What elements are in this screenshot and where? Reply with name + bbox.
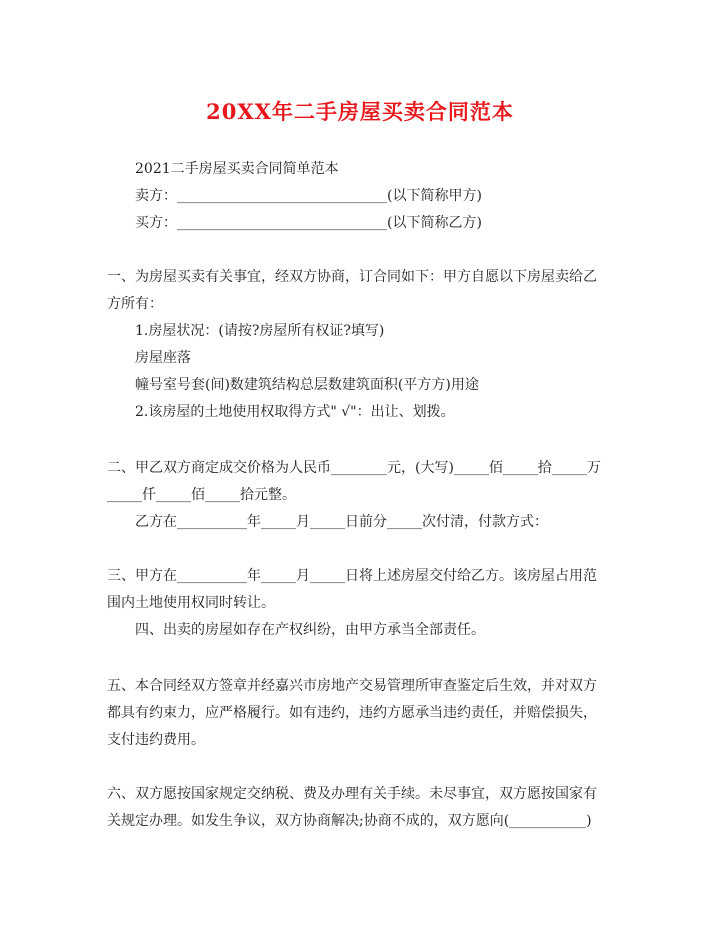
clause-1-item-1-details: 幢号室号套(间)数建筑结构总层数建筑面积(平方方)用途	[135, 377, 479, 393]
clause-3-line-2: 围内土地使用权同时转让。	[107, 595, 275, 611]
clause-1-item-1: 1.房屋状况：(请按?房屋所有权证?填写)	[135, 323, 385, 339]
buyer-line: 买方：______________________________(以下简称乙方)	[135, 215, 482, 231]
clause-6-line-2: 关规定办理。如发生争议，双方协商解决;协商不成的，双方愿向(___________)	[107, 813, 592, 829]
clause-2-line-1: 二、甲乙双方商定成交价格为人民币________元，(大写)_____佰_____拾_____万	[107, 460, 601, 476]
clause-6-line-1: 六、双方愿按国家规定交纳税、费及办理有关手续。未尽事宜，双方愿按国家有	[107, 786, 597, 802]
clause-1-line-1: 一、为房屋买卖有关事宜，经双方协商，订合同如下：甲方自愿以下房屋卖给乙	[107, 269, 597, 285]
clause-1-item-1-location: 房屋座落	[135, 350, 191, 366]
subtitle: 2021二手房屋买卖合同简单范本	[135, 161, 339, 177]
clause-5-line-2: 都具有约束力，应严格履行。如有违约，违约方愿承当违约责任，并赔偿损失，	[107, 705, 597, 721]
seller-line: 卖方：______________________________(以下简称甲方)	[135, 188, 482, 204]
clause-3-line-1: 三、甲方在__________年_____月_____日将上述房屋交付给乙方。该房屋占用范	[107, 568, 597, 584]
document-title: 20XX年二手房屋买卖合同范本	[206, 99, 514, 124]
clause-5-line-1: 五、本合同经双方签章并经嘉兴市房地产交易管理所审查鉴定后生效，并对双方	[107, 678, 597, 694]
clause-4: 四、出卖的房屋如存在产权纠纷，由甲方承当全部责任。	[135, 622, 485, 638]
clause-5-line-3: 支付违约费用。	[107, 732, 205, 748]
clause-1-item-2: 2.该房屋的土地使用权取得方式" √"：出让、划拨。	[135, 404, 455, 420]
clause-2-line-3: 乙方在__________年_____月_____日前分_____次付清，付款方式：	[135, 514, 548, 530]
clause-2-line-2: _____仟_____佰_____拾元整。	[107, 487, 296, 503]
clause-1-line-2: 方所有：	[107, 296, 163, 312]
